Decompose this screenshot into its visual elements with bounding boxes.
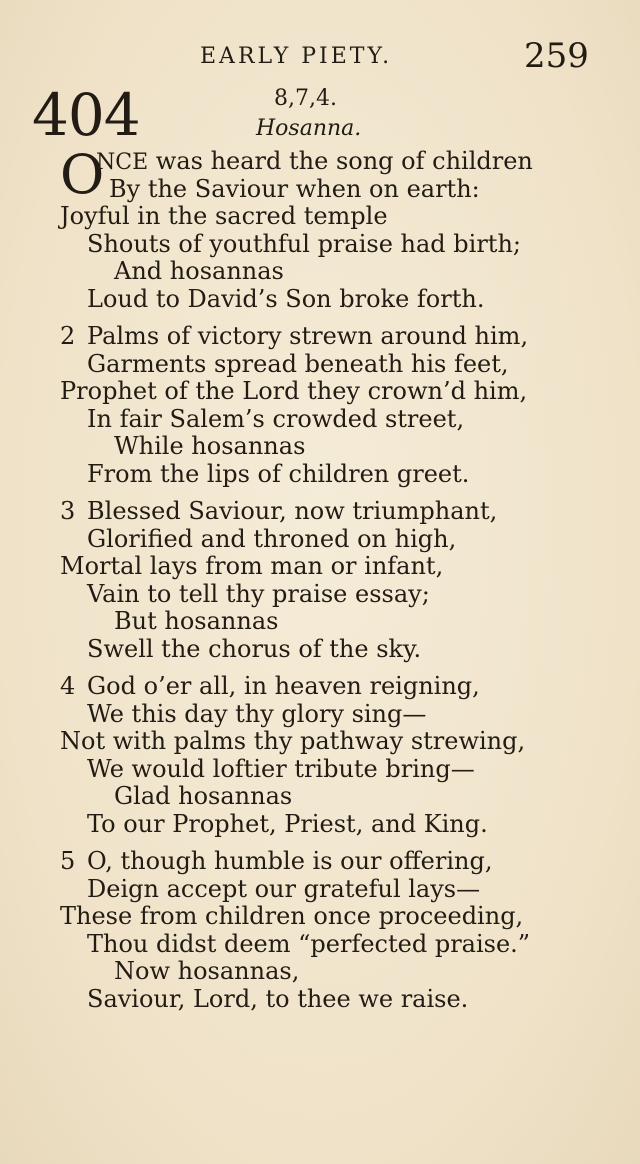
verse-line-text: Blessed Saviour, now triumphant, (87, 497, 498, 525)
hymn-number: 404 (32, 81, 140, 149)
verse-line: By the Saviour when on earth: (109, 174, 480, 203)
verse-number: 5 (60, 847, 76, 875)
verse-5 (0, 848, 640, 1013)
page-number: 259 (524, 36, 589, 76)
verse-line: Swell the chorus of the sky. (87, 634, 422, 663)
verse-number: 4 (60, 672, 76, 700)
verse-line: Glad hosannas (114, 782, 293, 810)
hymn-tune: Hosanna. (256, 116, 362, 141)
verse-3 (0, 498, 640, 663)
first-line-text: was heard the song of children (148, 147, 533, 175)
verse-number: 3 (60, 497, 76, 525)
verse-line: Garments spread beneath his feet, (87, 349, 509, 378)
verse-line: Loud to David’s Son broke forth. (87, 284, 485, 313)
verse-line: Now hosannas, (114, 957, 300, 985)
running-title: EARLY PIETY. (200, 44, 393, 69)
verse-line: We this day thy glory sing— (87, 699, 427, 728)
verse-line-text: O, though humble is our offering, (87, 847, 493, 875)
verse-line: Not with palms thy pathway strewing, (60, 727, 526, 755)
verse-line: These from children once proceeding, (60, 902, 524, 930)
verse-1 (0, 143, 640, 313)
verse-2 (0, 323, 640, 488)
verse-line: Joyful in the sacred temple (60, 202, 388, 230)
verse-line: In fair Salem’s crowded street, (87, 404, 465, 433)
verse-line (0, 323, 640, 351)
verse-line: Saviour, Lord, to thee we raise. (87, 984, 469, 1013)
verse-line-text: Palms of victory strewn around him, (87, 322, 529, 350)
verse-line (0, 848, 640, 876)
verse-line: And hosannas (114, 257, 284, 285)
verse-line (0, 498, 640, 526)
verse-line (0, 673, 640, 701)
verse-line: Prophet of the Lord they crown’d him, (60, 377, 528, 405)
verse-line: From the lips of children greet. (87, 459, 470, 488)
verse-line: While hosannas (114, 432, 306, 460)
verse-line: Vain to tell thy praise essay; (87, 579, 430, 608)
hymn-text (0, 143, 640, 1023)
hymn-meter: 8,7,4. (274, 86, 337, 111)
verse-line: We would loftier tribute bring— (87, 754, 475, 783)
verse-number: 2 (60, 322, 76, 350)
verse-line: Mortal lays from man or infant, (60, 552, 444, 580)
verse-line: Deign accept our grateful lays— (87, 874, 481, 903)
verse-line: Shouts of youthful praise had birth; (87, 229, 521, 258)
first-line-caps: NCE (96, 150, 149, 175)
verse-line: But hosannas (114, 607, 279, 635)
verse-line: Glorified and throned on high, (87, 524, 457, 553)
drop-cap: O (60, 143, 105, 206)
page-header (0, 36, 640, 76)
verse-line-text: God o’er all, in heaven reigning, (87, 672, 480, 700)
verse-4 (0, 673, 640, 838)
verse-line: Thou didst deem “perfected praise.” (87, 929, 531, 958)
verse-line: To our Prophet, Priest, and King. (87, 809, 488, 838)
